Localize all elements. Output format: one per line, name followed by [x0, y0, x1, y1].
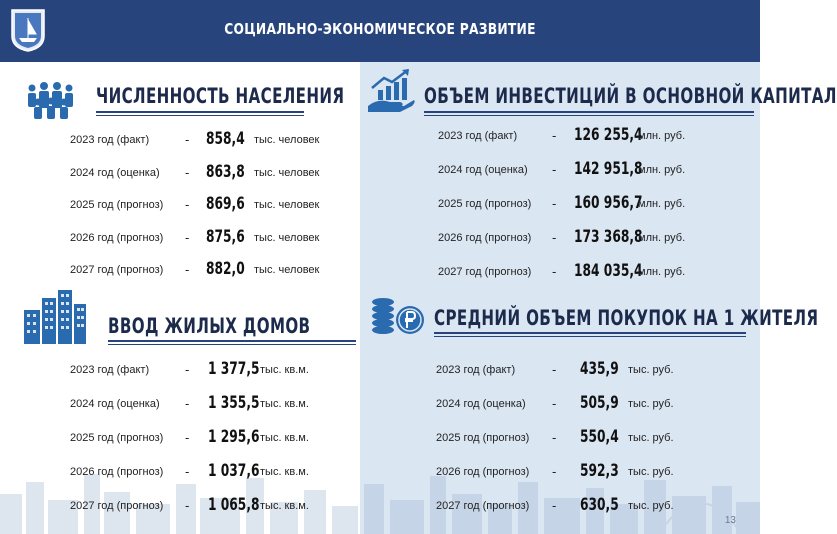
population-title-underline: [96, 111, 304, 113]
investment-row: [438, 228, 738, 250]
row-year-label: 2026 год (прогноз): [70, 466, 164, 478]
row-year-label: 2025 год (прогноз): [70, 199, 164, 211]
row-unit: тыс. кв.м.: [260, 364, 309, 376]
row-value: 550,4: [580, 427, 619, 447]
row-value: 1 037,6: [208, 461, 260, 481]
row-year-label: 2025 год (прогноз): [438, 198, 532, 210]
row-year-label: 2026 год (прогноз): [70, 231, 164, 244]
row-unit: млн. руб.: [638, 198, 686, 210]
purchases-row: [436, 496, 736, 518]
row-year-label: 2024 год (оценка): [70, 398, 160, 410]
purchases-row: [436, 360, 736, 382]
row-year-label: 2025 год (прогноз): [436, 432, 530, 444]
investment-title: ОБЪЕМ ИНВЕСТИЦИЙ В ОСНОВНОЙ КАПИТАЛ: [424, 84, 837, 108]
row-dash: -: [552, 230, 557, 245]
row-value: 869,6: [206, 194, 245, 214]
row-dash: -: [552, 196, 557, 211]
row-dash: -: [185, 132, 190, 147]
row-value: 1 295,6: [208, 427, 260, 447]
row-value: 858,4: [206, 129, 245, 149]
row-unit: тыс. человек: [254, 166, 320, 179]
row-dash: -: [185, 430, 190, 445]
row-unit: тыс. кв.м.: [260, 398, 309, 410]
row-unit: тыс. руб.: [628, 364, 674, 376]
buildings-icon: [22, 290, 88, 344]
investment-row: [438, 160, 738, 182]
row-value: 142 951,8: [574, 159, 643, 179]
row-dash: -: [552, 464, 557, 479]
row-year-label: 2026 год (прогноз): [438, 232, 532, 244]
row-year-label: 2027 год (прогноз): [438, 266, 532, 278]
row-value: 184 035,4: [574, 261, 643, 281]
row-dash: -: [552, 128, 557, 143]
row-value: 863,8: [206, 161, 245, 182]
row-unit: тыс. руб.: [628, 398, 674, 410]
page-title: СОЦИАЛЬНО-ЭКОНОМИЧЕСКОЕ РАЗВИТИЕ: [224, 20, 536, 38]
row-value: 126 255,4: [574, 125, 643, 145]
housing-row: [70, 462, 370, 484]
row-unit: тыс. руб.: [628, 500, 674, 512]
investment-row: [438, 126, 738, 148]
ruble-coins-icon: [370, 296, 426, 336]
row-value: 1 065,8: [208, 495, 260, 515]
row-unit: млн. руб.: [638, 232, 686, 244]
row-dash: -: [185, 498, 190, 513]
row-unit: млн. руб.: [638, 164, 686, 176]
row-dash: -: [185, 362, 190, 377]
row-year-label: 2024 год (оценка): [436, 398, 526, 410]
row-unit: тыс. человек: [254, 231, 320, 244]
row-year-label: 2023 год (факт): [436, 364, 516, 376]
row-year-label: 2027 год (прогноз): [436, 500, 530, 512]
row-unit: тыс. кв.м.: [260, 432, 309, 444]
row-dash: -: [185, 464, 190, 479]
population-row: [70, 163, 370, 185]
row-unit: тыс. человек: [254, 199, 320, 211]
investment-title-underline-thin: [424, 115, 754, 116]
row-value: 435,9: [580, 359, 619, 379]
row-unit: тыс. кв.м.: [260, 466, 309, 478]
row-value: 1 355,5: [208, 393, 260, 413]
row-dash: -: [552, 498, 557, 513]
investment-row: [438, 194, 738, 216]
housing-row: [70, 428, 370, 450]
row-dash: -: [185, 262, 190, 277]
purchases-row: [436, 394, 736, 416]
population-row: [70, 228, 370, 250]
population-title: ЧИСЛЕННОСТЬ НАСЕЛЕНИЯ: [96, 84, 345, 108]
row-unit: млн. руб.: [638, 266, 686, 278]
row-unit: тыс. человек: [254, 264, 320, 276]
population-row: [70, 130, 370, 152]
row-year-label: 2023 год (факт): [70, 364, 150, 376]
population-title-underline-thin: [96, 115, 304, 116]
row-year-label: 2024 год (оценка): [438, 164, 528, 176]
people-group-icon: [24, 80, 76, 120]
housing-row: [70, 496, 370, 518]
purchases-title-underline: [434, 332, 746, 334]
housing-row: [70, 360, 370, 382]
row-dash: -: [552, 430, 557, 445]
row-unit: тыс. руб.: [628, 432, 674, 444]
purchases-title: СРЕДНИЙ ОБЪЕМ ПОКУПОК НА 1 ЖИТЕЛЯ: [434, 306, 819, 330]
purchases-title-underline-thin: [434, 336, 746, 337]
row-dash: -: [185, 229, 190, 245]
row-value: 160 956,7: [574, 193, 643, 213]
row-value: 592,3: [580, 461, 619, 481]
row-unit: тыс. руб.: [628, 466, 674, 478]
housing-title: ВВОД ЖИЛЫХ ДОМОВ: [108, 314, 311, 338]
row-dash: -: [552, 162, 557, 177]
housing-title-underline-thin: [108, 344, 356, 345]
purchases-row: [436, 428, 736, 450]
row-value: 173 368,8: [574, 227, 643, 247]
row-value: 505,9: [580, 393, 619, 413]
row-unit: млн. руб.: [638, 130, 686, 142]
housing-title-underline: [108, 340, 356, 342]
city-emblem-icon: [10, 8, 46, 52]
row-unit: тыс. человек: [254, 134, 320, 146]
row-year-label: 2025 год (прогноз): [70, 432, 164, 444]
row-year-label: 2027 год (прогноз): [70, 500, 164, 512]
row-dash: -: [552, 264, 557, 279]
page-number: 13: [724, 515, 736, 526]
row-unit: тыс. кв.м.: [260, 500, 309, 512]
investment-growth-icon: [366, 68, 416, 114]
housing-row: [70, 394, 370, 416]
row-year-label: 2027 год (прогноз): [70, 264, 164, 276]
population-row: [70, 260, 370, 282]
row-dash: -: [552, 362, 557, 377]
row-year-label: 2023 год (факт): [70, 134, 150, 146]
row-year-label: 2023 год (факт): [438, 130, 518, 142]
population-row: [70, 195, 370, 217]
row-dash: -: [185, 164, 190, 180]
row-dash: -: [552, 396, 557, 411]
row-value: 1 377,5: [208, 359, 260, 379]
row-year-label: 2026 год (прогноз): [436, 466, 530, 478]
header-bar: [0, 0, 760, 62]
row-year-label: 2024 год (оценка): [70, 166, 160, 179]
purchases-row: [436, 462, 736, 484]
investment-title-underline: [424, 111, 754, 113]
row-dash: -: [185, 197, 190, 212]
row-value: 630,5: [580, 495, 619, 515]
row-value: 882,0: [206, 259, 245, 279]
row-dash: -: [185, 396, 190, 411]
investment-row: [438, 262, 738, 284]
row-value: 875,6: [206, 226, 245, 247]
